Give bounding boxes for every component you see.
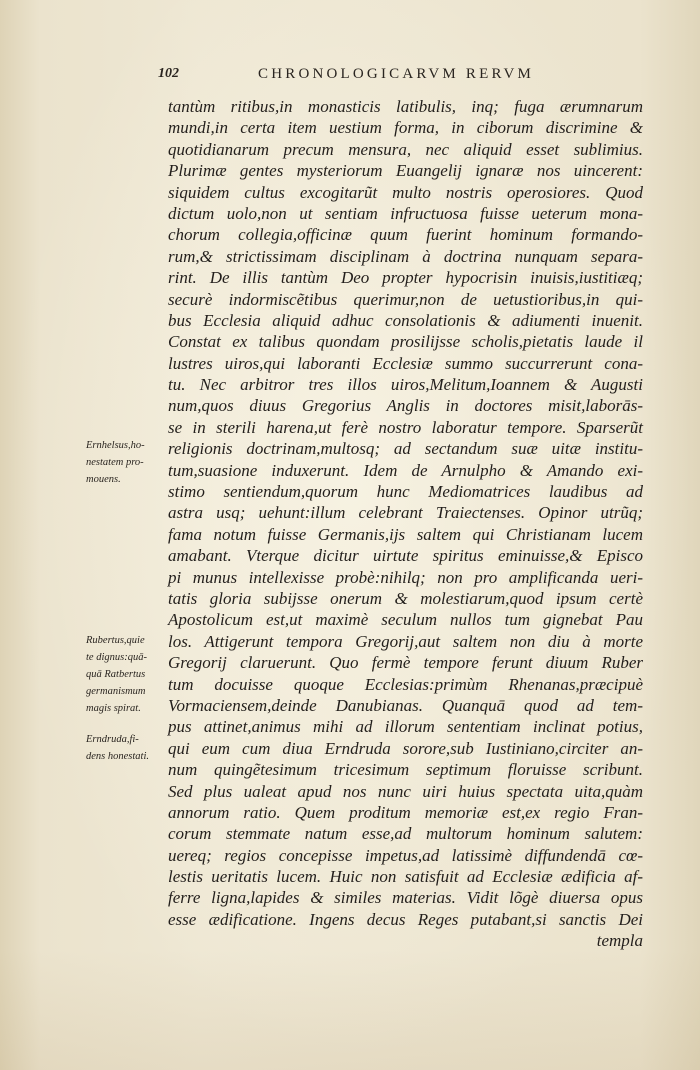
text-line: annorum ratio. Quem proditum memoriæ est,ex regio Fran-: [168, 802, 643, 822]
text-line: chorum collegia,officinæ quum fuerint hominum formando-: [168, 225, 643, 245]
marginal-note: [86, 437, 166, 488]
marginal-note-line: Ernhelsus,ho-: [86, 440, 145, 451]
text-line: num,quos diuus Gregorius Anglis in doctores misit,laborās-: [168, 396, 643, 416]
text-line: tum,suasione induxerunt. Idem de Arnulpho & Amando exi-: [168, 460, 643, 480]
text-line: Plurimæ gentes mysteriorum Euangelij ignaræ nos uincerent:: [168, 161, 643, 181]
text-line: pi munus intellexisse probè:nihilq; non pro amplificanda ueri-: [168, 567, 643, 587]
text-line: religionis doctrinam,multosq; ad sectandum suæ uitæ institu-: [168, 439, 643, 459]
text-line: num quingẽtesimum tricesimum septimum floruisse scribunt.: [168, 760, 643, 780]
text-line: dictum uolo,non ut sentiam infructuosa fuisse ueterum mona-: [168, 203, 643, 223]
text-line: rint. De illis tantùm Deo propter hypocrisin inuisis,iustitiæq;: [168, 268, 643, 288]
catchword: templa: [596, 931, 643, 951]
text-line: securè indormiscẽtibus querimur,non de uetustioribus,in qui-: [168, 289, 643, 309]
text-line: qui eum cum diua Erndruda sorore,sub Iustiniano,circiter an-: [168, 738, 643, 758]
text-line: Apostolicum est,ut maximè seculum nullos tum gignebat Pau: [168, 610, 643, 630]
running-header: [158, 66, 628, 86]
text-line: esse ædificatione. Ingens decus Reges putabant,si sanctis Dei: [168, 909, 643, 929]
text-line: los. Attigerunt tempora Gregorij,aut saltem non diu à morte: [168, 631, 643, 651]
marginal-note-line: mouens.: [86, 474, 121, 485]
text-line: rum,& strictissimam disciplinam à doctrina nunquam separa-: [168, 246, 643, 266]
text-line: tu. Nec arbitror tres illos uiros,Melitum,Ioannem & Augusti: [168, 375, 643, 395]
text-line: stimo sentiendum,quorum hunc Mediomatrices laudibus ad: [168, 482, 643, 502]
marginal-note-line: germanismum: [86, 686, 146, 697]
paper-stain: [0, 950, 700, 1070]
text-line: lustres uiros,qui laboranti Ecclesiæ summo succurrerunt cona-: [168, 353, 643, 373]
text-line: corum stemmate natum esse,ad multorum hominum salutem:: [168, 824, 643, 844]
text-line: ferre ligna,lapides & similes materias. Vidit lõgè diuersa opus: [168, 888, 643, 908]
text-line: Vormaciensem,deinde Danubianas. Quanquā quod ad tem-: [168, 695, 643, 715]
text-line: uereq; regios concepisse impetus,ad latissimè diffundendā cœ-: [168, 845, 643, 865]
marginal-note-line: nestatem pro-: [86, 457, 144, 468]
text-line: fama notum fuisse Germanis,ijs saltem qui Christianam lucem: [168, 524, 643, 544]
text-line: mundi,in certa item uestium forma, in ciborum discrimine &: [168, 118, 643, 138]
text-line: Constat ex talibus quondam prosilijsse scholis,pietatis laude il: [168, 332, 643, 352]
page-number: 102: [158, 66, 179, 81]
text-line: lestis ueritatis lucem. Huic non satisfuit ad Ecclesiæ ædificia af-: [168, 867, 643, 887]
marginal-note-line: Rubertus,quie: [86, 635, 145, 646]
text-line: tantùm ritibus,in monasticis latibulis, inq; fuga ærumnarum: [168, 97, 643, 116]
text-line: Sed plus ualeat apud nos nunc uiri huius spectata uita,quàm: [168, 781, 643, 801]
marginal-note-line: te dignus:quā-: [86, 652, 147, 663]
marginal-note-line: magis spirat.: [86, 703, 141, 714]
marginal-note: [86, 632, 166, 717]
marginal-note-line: Erndruda,fi-: [86, 734, 139, 745]
body-text: [168, 96, 643, 952]
text-line: tatis gloria subijsse onerum & molestiarum,quod ipsum certè: [168, 588, 643, 608]
text-line: tum docuisse quoque Ecclesias:primùm Rhenanas,præcipuè: [168, 674, 643, 694]
text-line: amabant. Vterque dicitur uirtute spiritus eminuisse,& Episco: [168, 546, 643, 566]
marginal-note-line: quā Ratbertus: [86, 669, 146, 680]
text-line: siquidem cultus excogitarũt multo nostris operosiores. Quod: [168, 182, 643, 202]
running-title: CHRONOLOGICARVM RERVM: [258, 66, 535, 82]
text-line: quotidianarum precum mensura, nec aliquid esset sublimius.: [168, 139, 643, 159]
text-line: astra usq; uehunt:illum celebrant Traiectenses. Opinor utrũq;: [168, 503, 643, 523]
text-line: pus attinet,animus mihi ad illorum sententiam inclinat potius,: [168, 717, 643, 737]
marginal-note-line: dens honestati.: [86, 751, 149, 762]
text-line: bus Ecclesia aliquid adhuc consolationis & adiumenti inuenit.: [168, 310, 643, 330]
marginal-note: [86, 731, 166, 765]
text-line: se in sterili harena,ut ferè nostro laboratur tempore. Sparserũt: [168, 417, 643, 437]
text-line: Gregorij claruerunt. Quo fermè tempore ferunt diuum Ruber: [168, 653, 643, 673]
